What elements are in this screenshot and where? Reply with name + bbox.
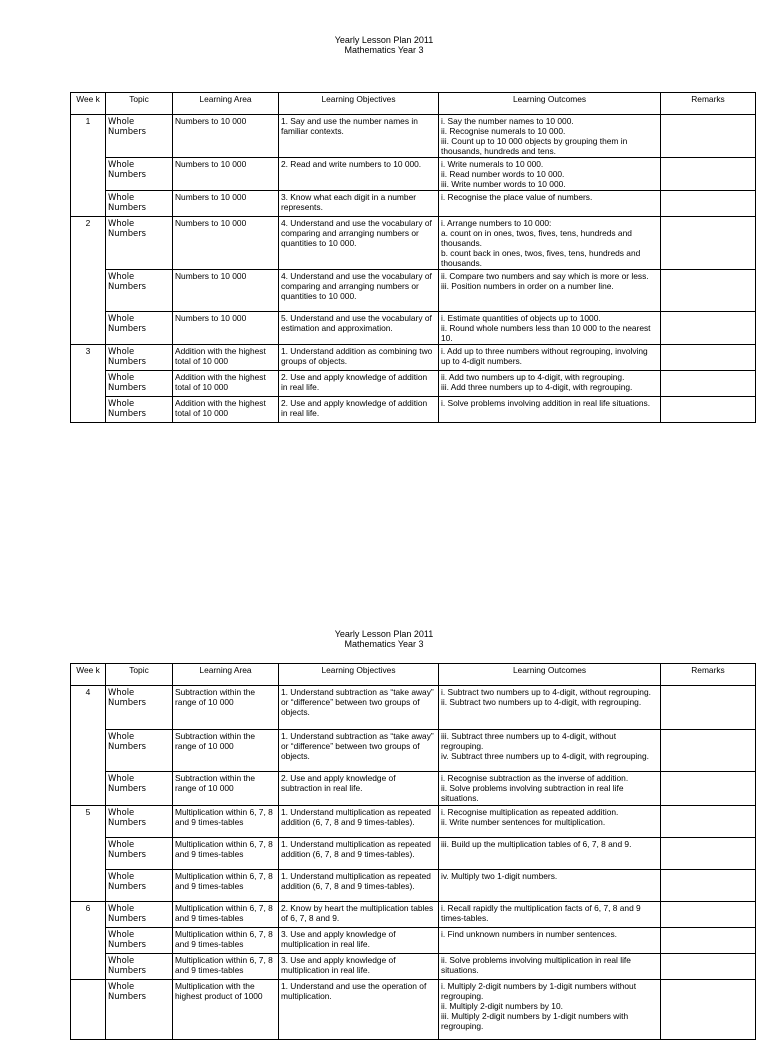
topic-cell: Whole Numbers (106, 730, 173, 772)
remarks-cell (661, 115, 756, 158)
outcomes-cell (439, 806, 661, 838)
header-remarks: Remarks (661, 93, 756, 115)
header-learning-objectives: Learning Objectives (279, 93, 439, 115)
learning-area-cell: Subtraction within the range of 10 000 (173, 730, 279, 772)
table-row (71, 686, 756, 730)
outcome-item: iii. Position numbers in order on a number line. (441, 281, 614, 291)
outcome-item: i. Solve problems involving addition in real life situations. (441, 398, 651, 408)
learning-area-cell: Multiplication within 6, 7, 8 and 9 times-tables (173, 928, 279, 954)
objective-cell: 4. Understand and use the vocabulary of comparing and arranging numbers or quantities to 10 000. (279, 270, 439, 312)
remarks-cell (661, 371, 756, 397)
outcomes-cell (439, 686, 661, 730)
objective-cell: 1. Understand and use the operation of multiplication. (279, 980, 439, 1040)
learning-area-cell: Multiplication with the highest product of 1000 (173, 980, 279, 1040)
objective-cell: 1. Understand addition as combining two groups of objects. (279, 345, 439, 371)
objective-cell: 1. Understand multiplication as repeated addition (6, 7, 8 and 9 times-tables). (279, 838, 439, 870)
outcome-item: i. Recognise the place value of numbers. (441, 192, 593, 202)
header-learning-area: Learning Area (173, 93, 279, 115)
header-learning-objectives: Learning Objectives (279, 664, 439, 686)
header-topic: Topic (106, 93, 173, 115)
remarks-cell (661, 870, 756, 902)
learning-area-cell: Numbers to 10 000 (173, 191, 279, 217)
objective-cell: 1. Understand subtraction as “take away” or “difference” between two groups of objects. (279, 730, 439, 772)
table-row (71, 902, 756, 928)
outcomes-cell (439, 838, 661, 870)
outcomes-cell (439, 870, 661, 902)
topic-cell: Whole Numbers (106, 158, 173, 191)
learning-area-cell: Numbers to 10 000 (173, 158, 279, 191)
page-title: Yearly Lesson Plan 2011 (334, 629, 434, 639)
remarks-cell (661, 806, 756, 838)
topic-cell: Whole Numbers (106, 191, 173, 217)
remarks-cell (661, 397, 756, 423)
remarks-cell (661, 191, 756, 217)
outcome-item: iv. Multiply two 1-digit numbers. (441, 871, 558, 881)
outcome-item: iii. Write number words to 10 000. (441, 179, 566, 189)
table-row (71, 928, 756, 954)
outcome-item: ii. Compare two numbers and say which is more or less. (441, 271, 649, 281)
header-week: Wee k (71, 93, 106, 115)
outcome-item: b. count back in ones, twos, fives, tens, hundreds and thousands. (441, 248, 641, 268)
outcome-item: i. Find unknown numbers in number sentences. (441, 929, 617, 939)
topic-cell: Whole Numbers (106, 954, 173, 980)
page-subtitle: Mathematics Year 3 (344, 639, 424, 649)
remarks-cell (661, 217, 756, 270)
remarks-cell (661, 345, 756, 371)
topic-cell: Whole Numbers (106, 806, 173, 838)
remarks-cell (661, 686, 756, 730)
remarks-cell (661, 928, 756, 954)
objective-cell: 3. Know what each digit in a number represents. (279, 191, 439, 217)
learning-area-cell: Numbers to 10 000 (173, 270, 279, 312)
learning-area-cell: Multiplication within 6, 7, 8 and 9 times-tables (173, 902, 279, 928)
outcomes-cell (439, 158, 661, 191)
outcome-item: ii. Write number sentences for multiplication. (441, 817, 606, 827)
objective-cell: 3. Use and apply knowledge of multiplication in real life. (279, 954, 439, 980)
week-cell: 3 (71, 345, 106, 423)
remarks-cell (661, 270, 756, 312)
outcome-item: i. Add up to three numbers without regrouping, involving up to 4-digit numbers. (441, 346, 648, 366)
topic-cell: Whole Numbers (106, 115, 173, 158)
learning-area-cell: Addition with the highest total of 10 000 (173, 345, 279, 371)
remarks-cell (661, 158, 756, 191)
objective-cell: 2. Use and apply knowledge of addition in real life. (279, 371, 439, 397)
remarks-cell (661, 954, 756, 980)
remarks-cell (661, 980, 756, 1040)
week-cell: 5 (71, 806, 106, 902)
header-learning-outcomes: Learning Outcomes (439, 664, 661, 686)
outcome-item: ii. Recognise numerals to 10 000. (441, 126, 566, 136)
learning-area-cell: Addition with the highest total of 10 000 (173, 397, 279, 423)
remarks-cell (661, 838, 756, 870)
week-cell: 6 (71, 902, 106, 980)
outcome-item: i. Write numerals to 10 000. (441, 159, 544, 169)
topic-cell: Whole Numbers (106, 270, 173, 312)
learning-area-cell: Multiplication within 6, 7, 8 and 9 times-tables (173, 806, 279, 838)
outcome-item: i. Recognise subtraction as the inverse of addition. (441, 773, 629, 783)
header-remarks: Remarks (661, 664, 756, 686)
outcomes-cell (439, 928, 661, 954)
table-row (71, 730, 756, 772)
outcomes-cell (439, 371, 661, 397)
outcome-item: ii. Subtract two numbers up to 4-digit, with regrouping. (441, 697, 642, 707)
table-row (71, 397, 756, 423)
header-week: Wee k (71, 664, 106, 686)
table-row (71, 270, 756, 312)
learning-area-cell: Multiplication within 6, 7, 8 and 9 times-tables (173, 838, 279, 870)
outcomes-cell (439, 902, 661, 928)
outcome-item: iii. Count up to 10 000 objects by grouping them in thousands, hundreds and tens. (441, 136, 628, 156)
table-row (71, 870, 756, 902)
table-row (71, 954, 756, 980)
topic-cell: Whole Numbers (106, 312, 173, 345)
outcomes-cell (439, 772, 661, 806)
outcome-item: iv. Subtract three numbers up to 4-digit, with regrouping. (441, 751, 649, 761)
table-row (71, 312, 756, 345)
outcome-item: i. Estimate quantities of objects up to 1000. (441, 313, 601, 323)
lesson-plan-table (70, 663, 756, 1040)
outcome-item: ii. Add two numbers up to 4-digit, with regrouping. (441, 372, 625, 382)
table-row (71, 806, 756, 838)
topic-cell: Whole Numbers (106, 838, 173, 870)
objective-cell: 5. Understand and use the vocabulary of estimation and approximation. (279, 312, 439, 345)
objective-cell: 2. Read and write numbers to 10 000. (279, 158, 439, 191)
page-title: Yearly Lesson Plan 2011 (334, 35, 434, 45)
outcome-item: ii. Solve problems involving subtraction in real life situations. (441, 783, 624, 803)
topic-cell: Whole Numbers (106, 345, 173, 371)
outcomes-cell (439, 115, 661, 158)
outcomes-cell (439, 730, 661, 772)
table-header-row (71, 664, 756, 686)
outcomes-cell (439, 980, 661, 1040)
table-row (71, 158, 756, 191)
remarks-cell (661, 772, 756, 806)
objective-cell: 2. Use and apply knowledge of subtraction in real life. (279, 772, 439, 806)
outcome-item: iii. Build up the multiplication tables of 6, 7, 8 and 9. (441, 839, 632, 849)
outcome-item: iii. Multiply 2-digit numbers by 1-digit numbers with regrouping. (441, 1011, 629, 1031)
topic-cell: Whole Numbers (106, 870, 173, 902)
topic-cell: Whole Numbers (106, 217, 173, 270)
outcome-item: a. count on in ones, twos, fives, tens, hundreds and thousands. (441, 228, 632, 248)
learning-area-cell: Addition with the highest total of 10 000 (173, 371, 279, 397)
topic-cell: Whole Numbers (106, 772, 173, 806)
outcome-item: i. Arrange numbers to 10 000: (441, 218, 552, 228)
table-row (71, 115, 756, 158)
outcome-item: ii. Solve problems involving multiplication in real life situations. (441, 955, 631, 975)
table-header-row (71, 93, 756, 115)
page-subtitle: Mathematics Year 3 (344, 45, 424, 55)
learning-area-cell: Numbers to 10 000 (173, 312, 279, 345)
remarks-cell (661, 730, 756, 772)
outcome-item: i. Multiply 2-digit numbers by 1-digit numbers without regrouping. (441, 981, 637, 1001)
outcome-item: ii. Read number words to 10 000. (441, 169, 565, 179)
week-cell: 1 (71, 115, 106, 217)
learning-area-cell: Multiplication within 6, 7, 8 and 9 times-tables (173, 954, 279, 980)
topic-cell: Whole Numbers (106, 902, 173, 928)
table-row (71, 980, 756, 1040)
objective-cell: 2. Know by heart the multiplication tables of 6, 7, 8 and 9. (279, 902, 439, 928)
outcome-item: iii. Subtract three numbers up to 4-digit, without regrouping. (441, 731, 617, 751)
remarks-cell (661, 312, 756, 345)
lesson-plan-table (70, 92, 756, 423)
topic-cell: Whole Numbers (106, 397, 173, 423)
learning-area-cell: Numbers to 10 000 (173, 115, 279, 158)
outcomes-cell (439, 270, 661, 312)
learning-area-cell: Numbers to 10 000 (173, 217, 279, 270)
outcome-item: i. Say the number names to 10 000. (441, 116, 574, 126)
week-cell (71, 980, 106, 1040)
objective-cell: 1. Understand multiplication as repeated addition (6, 7, 8 and 9 times-tables). (279, 870, 439, 902)
topic-cell: Whole Numbers (106, 686, 173, 730)
outcome-item: iii. Add three numbers up to 4-digit, with regrouping. (441, 382, 633, 392)
objective-cell: 1. Understand multiplication as repeated addition (6, 7, 8 and 9 times-tables). (279, 806, 439, 838)
week-cell: 2 (71, 217, 106, 345)
outcome-item: ii. Round whole numbers less than 10 000 to the nearest 10. (441, 323, 651, 343)
learning-area-cell: Subtraction within the range of 10 000 (173, 686, 279, 730)
topic-cell: Whole Numbers (106, 928, 173, 954)
learning-area-cell: Multiplication within 6, 7, 8 and 9 times-tables (173, 870, 279, 902)
table-row (71, 838, 756, 870)
learning-area-cell: Subtraction within the range of 10 000 (173, 772, 279, 806)
objective-cell: 1. Say and use the number names in familiar contexts. (279, 115, 439, 158)
objective-cell: 3. Use and apply knowledge of multiplication in real life. (279, 928, 439, 954)
table-row (71, 217, 756, 270)
header-learning-area: Learning Area (173, 664, 279, 686)
table-row (71, 191, 756, 217)
outcomes-cell (439, 191, 661, 217)
table-row (71, 345, 756, 371)
outcomes-cell (439, 312, 661, 345)
objective-cell: 2. Use and apply knowledge of addition in real life. (279, 397, 439, 423)
outcome-item: i. Subtract two numbers up to 4-digit, without regrouping. (441, 687, 651, 697)
table-row (71, 772, 756, 806)
topic-cell: Whole Numbers (106, 371, 173, 397)
outcomes-cell (439, 217, 661, 270)
header-topic: Topic (106, 664, 173, 686)
outcome-item: i. Recognise multiplication as repeated addition. (441, 807, 619, 817)
header-learning-outcomes: Learning Outcomes (439, 93, 661, 115)
table-row (71, 371, 756, 397)
outcomes-cell (439, 397, 661, 423)
objective-cell: 4. Understand and use the vocabulary of comparing and arranging numbers or quantities to 10 000. (279, 217, 439, 270)
outcome-item: ii. Multiply 2-digit numbers by 10. (441, 1001, 563, 1011)
outcomes-cell (439, 954, 661, 980)
objective-cell: 1. Understand subtraction as “take away” or “difference” between two groups of objects. (279, 686, 439, 730)
week-cell: 4 (71, 686, 106, 806)
outcomes-cell (439, 345, 661, 371)
outcome-item: i. Recall rapidly the multiplication facts of 6, 7, 8 and 9 times-tables. (441, 903, 641, 923)
topic-cell: Whole Numbers (106, 980, 173, 1040)
remarks-cell (661, 902, 756, 928)
